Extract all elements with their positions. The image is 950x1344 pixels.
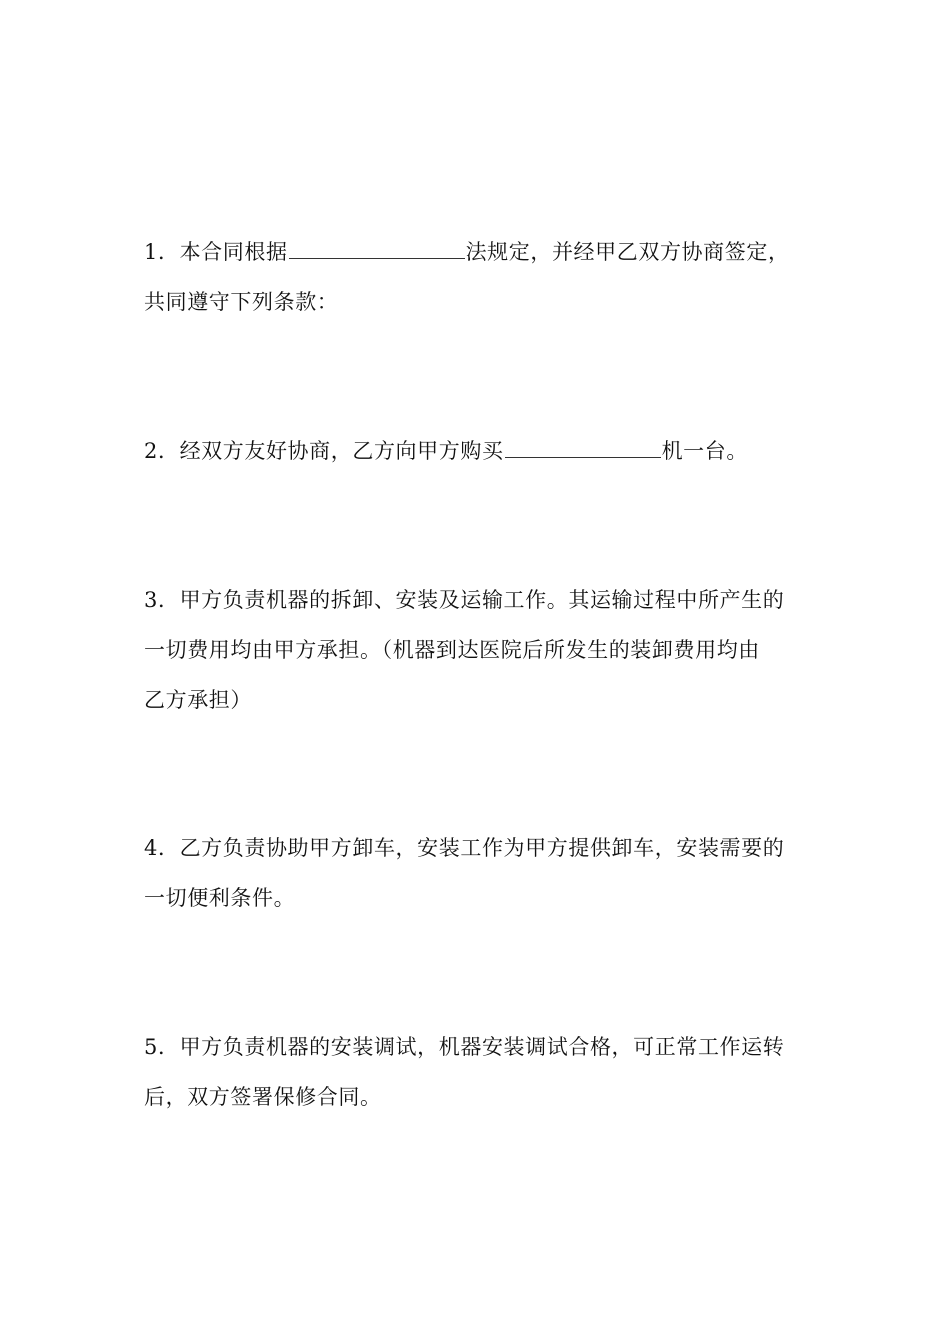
clause-number: 5． [144,1035,180,1059]
clause-text: 机一台。 [661,439,748,463]
clause-4-line-1 [144,836,784,860]
clause-3-line-2: 一切费用均由甲方承担。（机器到达医院后所发生的装卸费用均由 [144,638,760,662]
clause-4 [144,823,814,923]
clause-text: 乙方负责协助甲方卸车，安装工作为甲方提供卸车，安装需要的 [179,836,785,860]
clause-text: 法规定，并经甲乙双方协商签定， [465,240,790,264]
clause-5-line-2: 后，双方签署保修合同。 [144,1085,382,1109]
clause-2-line-1 [144,439,748,463]
machine-name-blank[interactable] [505,435,661,458]
clause-5 [144,1022,814,1122]
clause-1-line-1 [144,240,790,264]
clause-3-line-1 [144,588,784,612]
clause-text: 甲方负责机器的安装调试，机器安装调试合格，可正常工作运转 [179,1035,785,1059]
clause-text: 甲方负责机器的拆卸、安装及运输工作。其运输过程中所产生的 [179,588,785,612]
clause-1-line-2: 共同遵守下列条款： [144,290,339,314]
clause-1 [144,227,814,327]
clause-number: 2． [144,439,180,463]
law-name-blank[interactable] [289,236,465,259]
clause-3 [144,575,814,725]
clause-number: 1． [144,240,180,264]
clause-number: 3． [144,588,180,612]
clause-5-line-1 [144,1035,784,1059]
clause-3-line-3: 乙方承担） [144,688,252,712]
clause-number: 4． [144,836,180,860]
clause-text: 经双方友好协商，乙方向甲方购买 [179,439,504,463]
clause-4-line-2: 一切便利条件。 [144,886,296,910]
clause-text: 本合同根据 [179,240,288,264]
clause-2 [144,426,814,476]
